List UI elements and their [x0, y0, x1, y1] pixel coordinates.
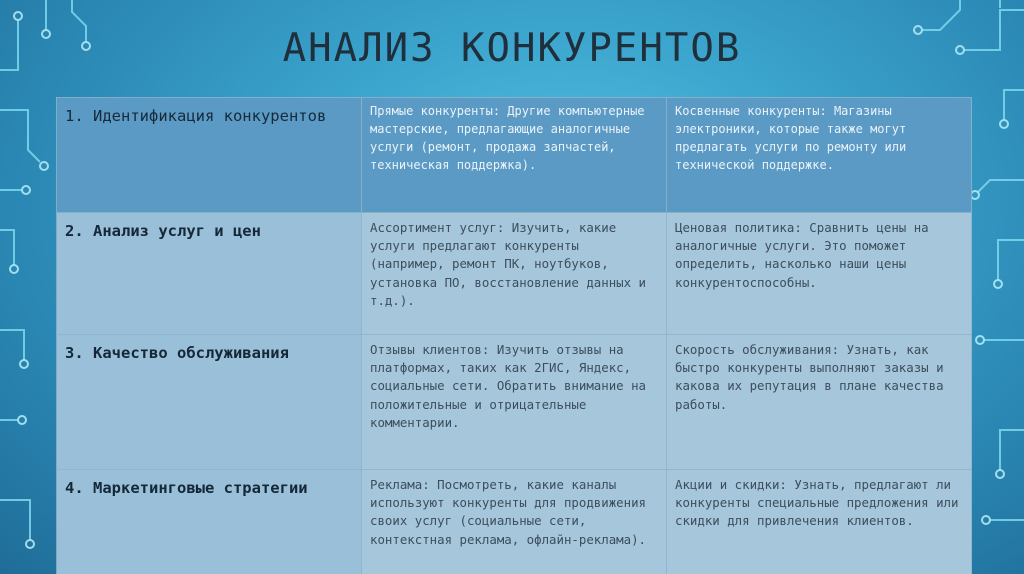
competitor-analysis-table	[56, 97, 972, 574]
row-header: 4. Маркетинговые стратегии	[65, 479, 308, 497]
cell-text: Акции и скидки: Узнать, предлагают ли конкуренты специальные предложения или скидки для привлечения клиентов.	[675, 477, 959, 529]
row-header: 2. Анализ услуг и цен	[65, 222, 261, 240]
cell-text: Косвенные конкуренты: Магазины электроники, которые также могут предлагать услуги по ремонту или технической поддержке.	[675, 104, 907, 172]
table-row	[57, 213, 972, 335]
table-cell	[362, 98, 667, 213]
page-title: АНАЛИЗ КОНКУРЕНТОВ	[282, 26, 742, 71]
row-header: 1. Идентификация конкурентов	[65, 107, 327, 125]
table-cell	[362, 213, 667, 335]
table-row	[57, 98, 972, 213]
table-cell	[667, 213, 972, 335]
table-cell	[57, 470, 362, 574]
cell-text: Ассортимент услуг: Изучить, какие услуги предлагают конкуренты (например, ремонт ПК, ноутбуков, установка ПО, восстановление данных и т.д.).	[370, 220, 647, 308]
table-cell	[57, 335, 362, 470]
table-cell	[667, 335, 972, 470]
table-cell	[57, 213, 362, 335]
table-cell	[667, 98, 972, 213]
cell-text: Скорость обслуживания: Узнать, как быстро конкуренты выполняют заказы и какова их репутация в плане качества работы.	[675, 342, 944, 412]
table-row	[57, 470, 972, 574]
cell-text: Ценовая политика: Сравнить цены на аналогичные услуги. Это поможет определить, насколько наши цены конкурентоспособны.	[675, 220, 929, 290]
cell-text: Отзывы клиентов: Изучить отзывы на платформах, таких как 2ГИС, Яндекс, социальные сети. Обратить внимание на положительные и отрицательные комментарии.	[370, 342, 647, 430]
table-cell	[362, 335, 667, 470]
row-header: 3. Качество обслуживания	[65, 344, 289, 362]
table-cell	[362, 470, 667, 574]
table-row	[57, 335, 972, 470]
cell-text: Реклама: Посмотреть, какие каналы используют конкуренты для продвижения своих услуг (социальные сети, контекстная реклама, офлайн-реклама).	[370, 477, 647, 547]
cell-text: Прямые конкуренты: Другие компьютерные мастерские, предлагающие аналогичные услуги (ремонт, продажа запчастей, техническая поддержка).	[370, 104, 645, 172]
table-cell	[57, 98, 362, 213]
table-cell	[667, 470, 972, 574]
